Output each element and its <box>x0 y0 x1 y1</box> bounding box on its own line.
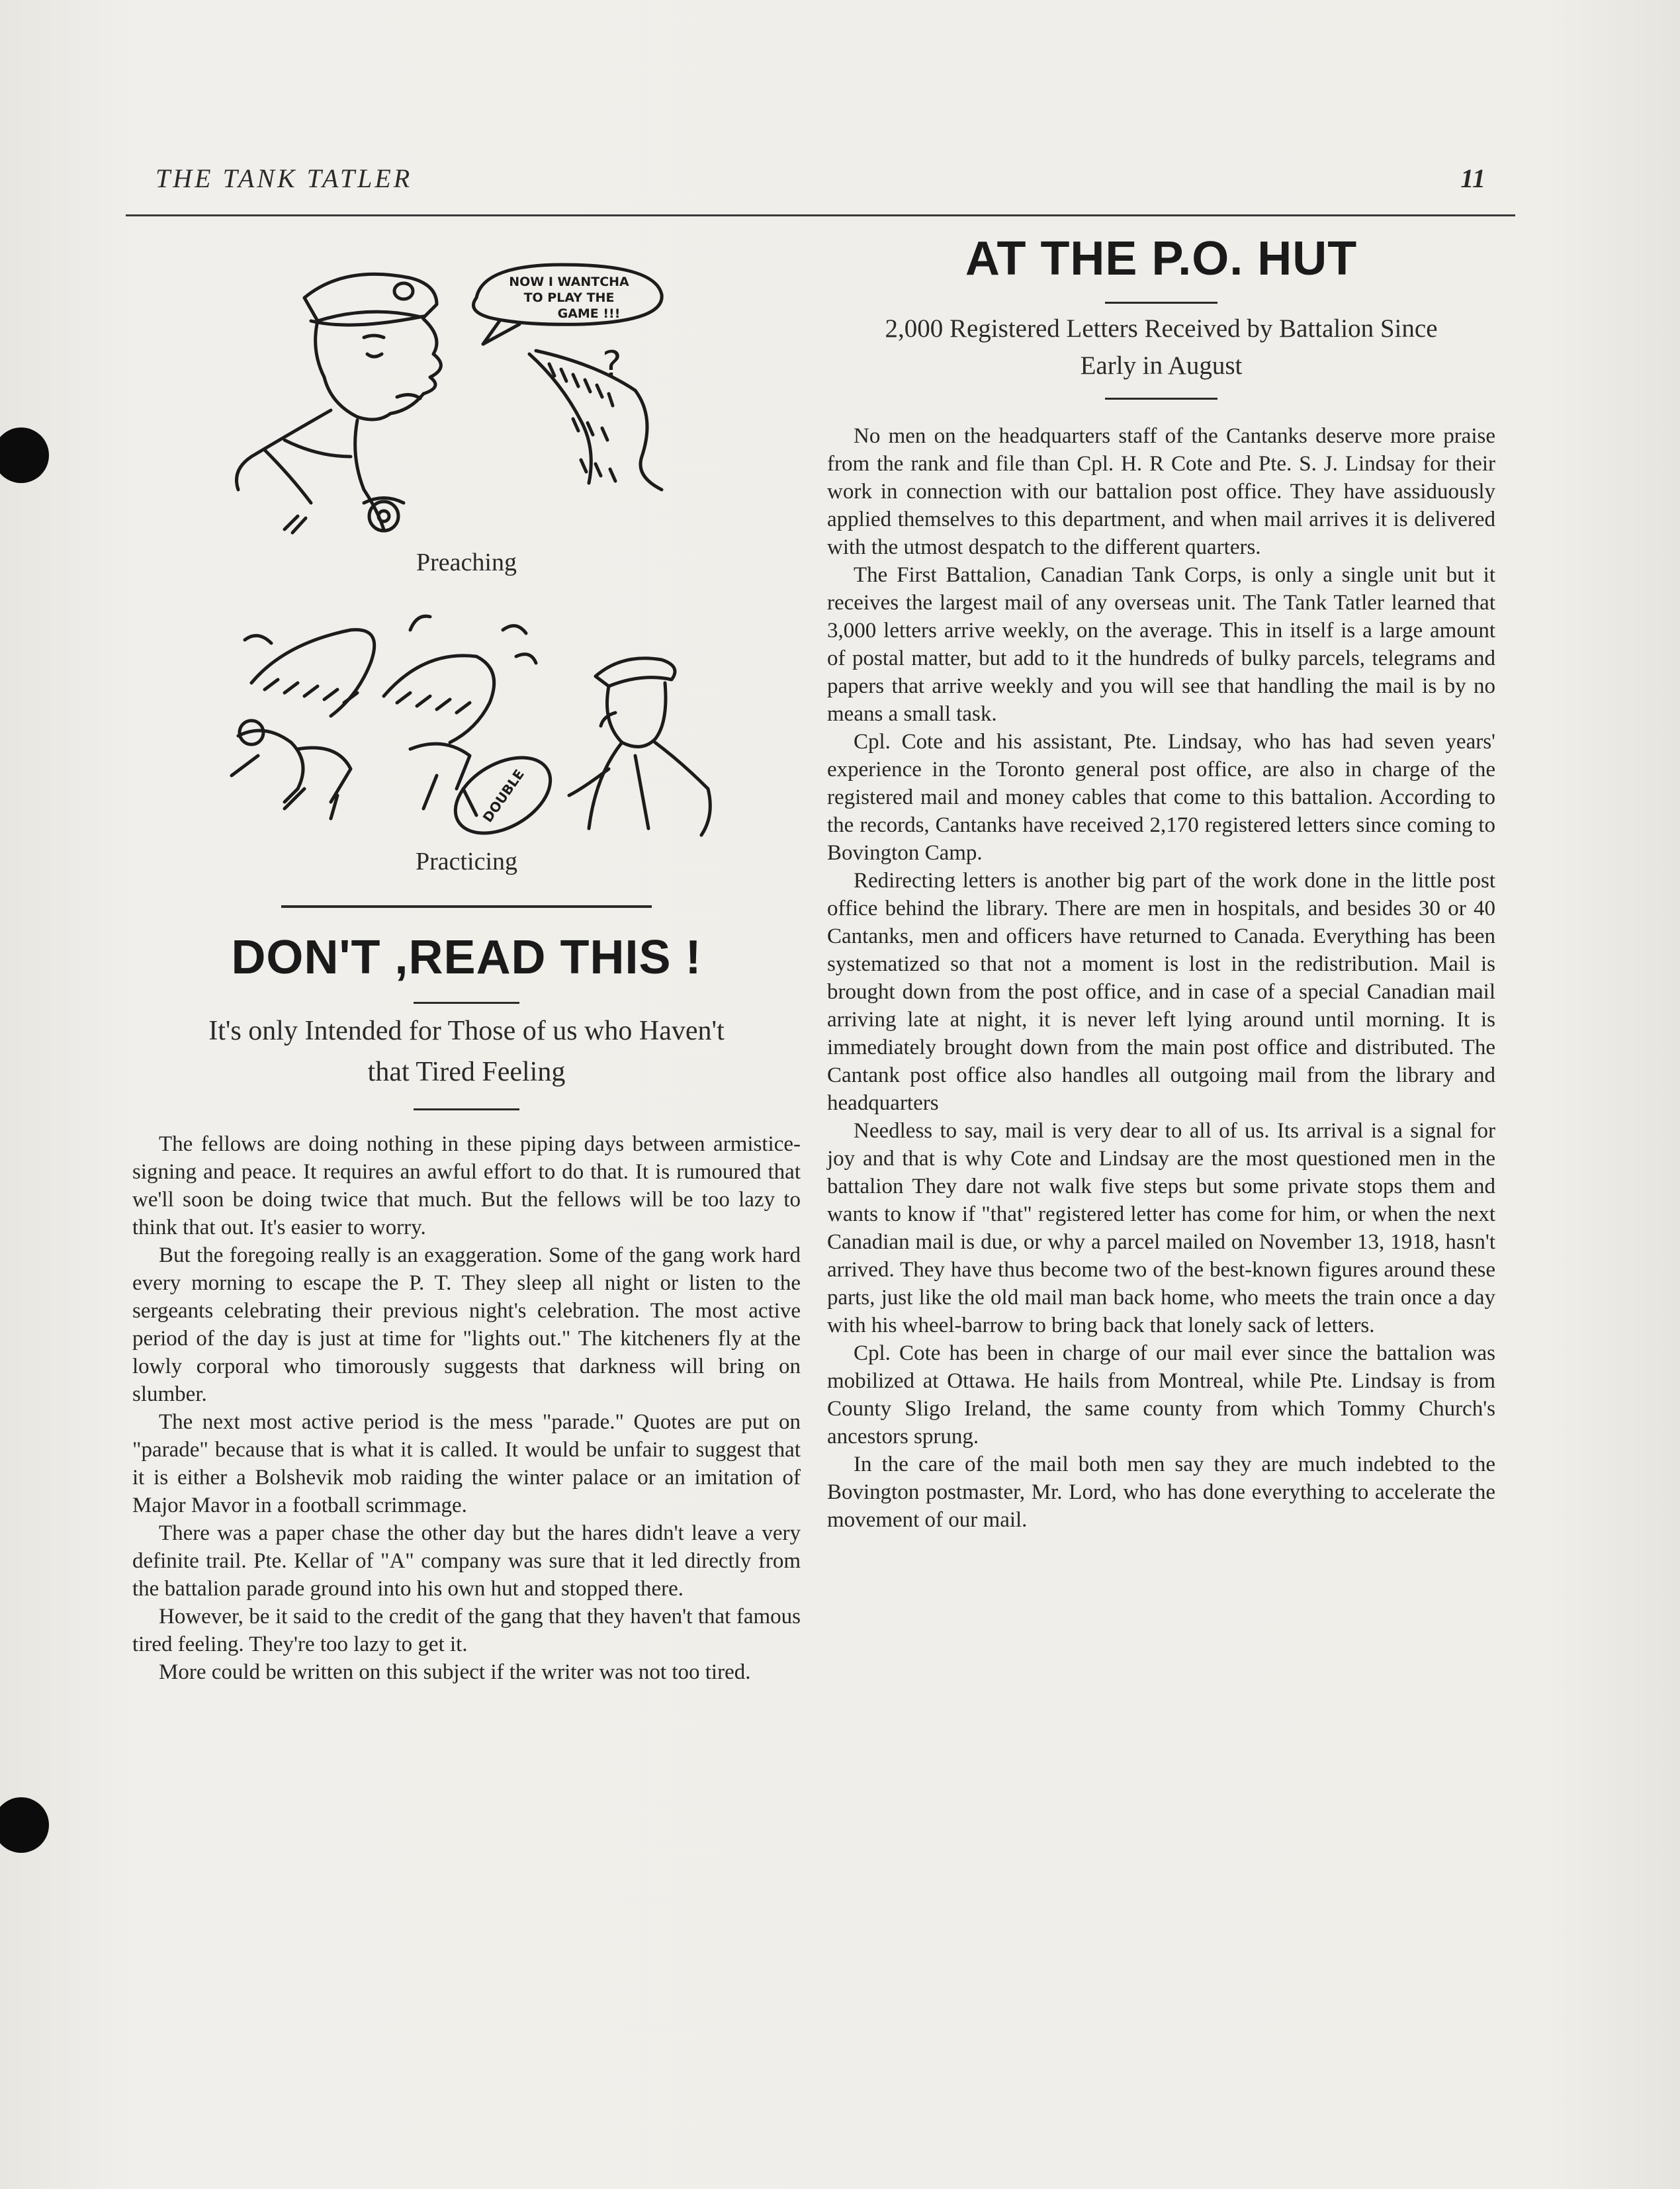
paragraph: In the care of the mail both men say they are much indebted to the Bovington postmaster, Mr. Lord, who has done everything to accelerate the movement of our mail. <box>827 1452 1495 1532</box>
speech-bubble-line-2: TO PLAY THE <box>523 290 615 305</box>
right-article-deck <box>827 310 1495 384</box>
paragraph: The next most active period is the mess "parade." Quotes are put on "parade" because that is what it is called. It would be unfair to suggest that it is either a Bolshevik mob raiding the winter palace or an imitation of Major Mavor in a football scrimmage. <box>132 1410 801 1517</box>
deck-line-1: 2,000 Registered Letters Received by Battalion Since <box>885 314 1438 343</box>
left-column <box>132 238 801 1686</box>
ball-label: DOUBLE <box>479 766 527 825</box>
deck-line-2: that Tired Feeling <box>367 1057 566 1087</box>
punch-hole-bottom <box>0 1797 49 1853</box>
paragraph: More could be written on this subject if the writer was not too tired. <box>159 1660 751 1684</box>
paragraph: There was a paper chase the other day but the hares didn't leave a very definite trail. Pte. Kellar of "A" company was sure that it led directly from the battalion parade ground into his own hut and stopped there. <box>132 1521 801 1601</box>
speech-bubble-line-3: GAME !!! <box>557 306 621 321</box>
question-mark: ? <box>602 343 622 386</box>
caption-preaching: Preaching <box>416 549 517 576</box>
soldiers-practicing-illustration <box>132 590 801 842</box>
deck-line-1: It's only Intended for Those of us who Haven't <box>208 1016 725 1046</box>
section-divider <box>281 905 652 908</box>
right-article-body <box>827 422 1495 1534</box>
right-column <box>827 232 1495 1534</box>
left-article-deck <box>132 1010 801 1093</box>
deck-line-2: Early in August <box>1080 351 1243 380</box>
deck-rule <box>414 1108 519 1110</box>
cartoon-preaching <box>132 238 801 543</box>
paragraph: But the foregoing really is an exaggeration. Some of the gang work hard every morning to escape the P. T. They sleep all night or listen to the sergeants celebrating their previous night's celebration. The most active period of the day is just at time for "lights out." The kitcheners fly at the lowly corporal who timorously suggests that darkness will bring on slumber. <box>132 1243 801 1406</box>
header-rule <box>126 214 1515 216</box>
running-header <box>155 163 1485 199</box>
left-article-headline: DON'T ,READ THIS ! <box>231 931 702 984</box>
left-article-body <box>132 1130 801 1686</box>
paragraph: However, be it said to the credit of the gang that they haven't that famous tired feeling. They're too lazy to get it. <box>132 1605 801 1656</box>
speech-bubble-line-1: NOW I WANTCHA <box>509 275 629 289</box>
paragraph: No men on the headquarters staff of the Cantanks deserve more praise from the rank and file than Cpl. H. R Cote and Pte. S. J. Lindsay for their work in connection with our battalion post office. They have assiduously applied themselves to this department, and when mail arrives it is delivered with the utmost despatch to the different quarters. <box>827 424 1495 559</box>
right-article-headline: AT THE P.O. HUT <box>965 232 1358 285</box>
officer-preaching-illustration <box>132 238 801 543</box>
paragraph: Redirecting letters is another big part of the work done in the little post office behind the library. There are men in hospitals, and besides 30 or 40 Cantanks, men and officers have returned to Canada. Everything has been systematized so that not a moment is lost in the redistribution. Mail is brought down from the post office, and in case of a special Canadian mail arriving late at night, it is never left lying around until morning. It is immediately brought down from the main post office and distributed. The Cantank post office also handles all outgoing mail from the library and headquarters <box>827 869 1495 1115</box>
paragraph: The First Battalion, Canadian Tank Corps, is only a single unit but it receives the largest mail of any overseas unit. The Tank Tatler learned that 3,000 letters arrive weekly, on the average. This in itself is a large amount of postal matter, but add to it the hundreds of bulky parcels, telegrams and papers that arrive weekly and you will see that handling the mail is by no means a small task. <box>827 563 1495 726</box>
headline-rule <box>414 1002 519 1004</box>
paragraph: The fellows are doing nothing in these piping days between armistice-signing and peace. It requires an awful effort to do that. It is rumoured that we'll soon be doing twice that much. But the fellows will be too lazy to think that out. It's easier to worry. <box>132 1132 801 1239</box>
paragraph: Cpl. Cote and his assistant, Pte. Lindsay, who has had seven years' experience in the Toronto general post office, are also in charge of the registered mail and money cables that come to this battalion. According to the records, Cantanks have received 2,170 registered letters since coming to Bovington Camp. <box>827 730 1495 865</box>
punch-hole-top <box>0 427 49 483</box>
cartoon-practicing <box>132 590 801 842</box>
publication-title: THE TANK TATLER <box>155 163 413 193</box>
headline-rule <box>1105 302 1217 304</box>
deck-rule <box>1105 398 1217 400</box>
page-number: 11 <box>1460 163 1485 193</box>
paragraph: Needless to say, mail is very dear to all of us. Its arrival is a signal for joy and that is why Cote and Lindsay are the most questioned men in the battalion They dare not walk five steps but some private stops them and wants to know if "that" registered letter has come for him, or when the next Canadian mail is due, or why a parcel mailed on November 13, 1918, hasn't arrived. They have thus become two of the best-known figures around these parts, just like the old mail man back home, who meets the train once a day with his wheel-barrow to bring back that lonely sack of letters. <box>827 1119 1495 1337</box>
caption-practicing: Practicing <box>415 848 518 875</box>
paragraph: Cpl. Cote has been in charge of our mail ever since the battalion was mobilized at Ottawa. He hails from Montreal, while Pte. Lindsay is from County Sligo Ireland, the same county from which Tommy Church's ancestors sprung. <box>827 1341 1495 1449</box>
